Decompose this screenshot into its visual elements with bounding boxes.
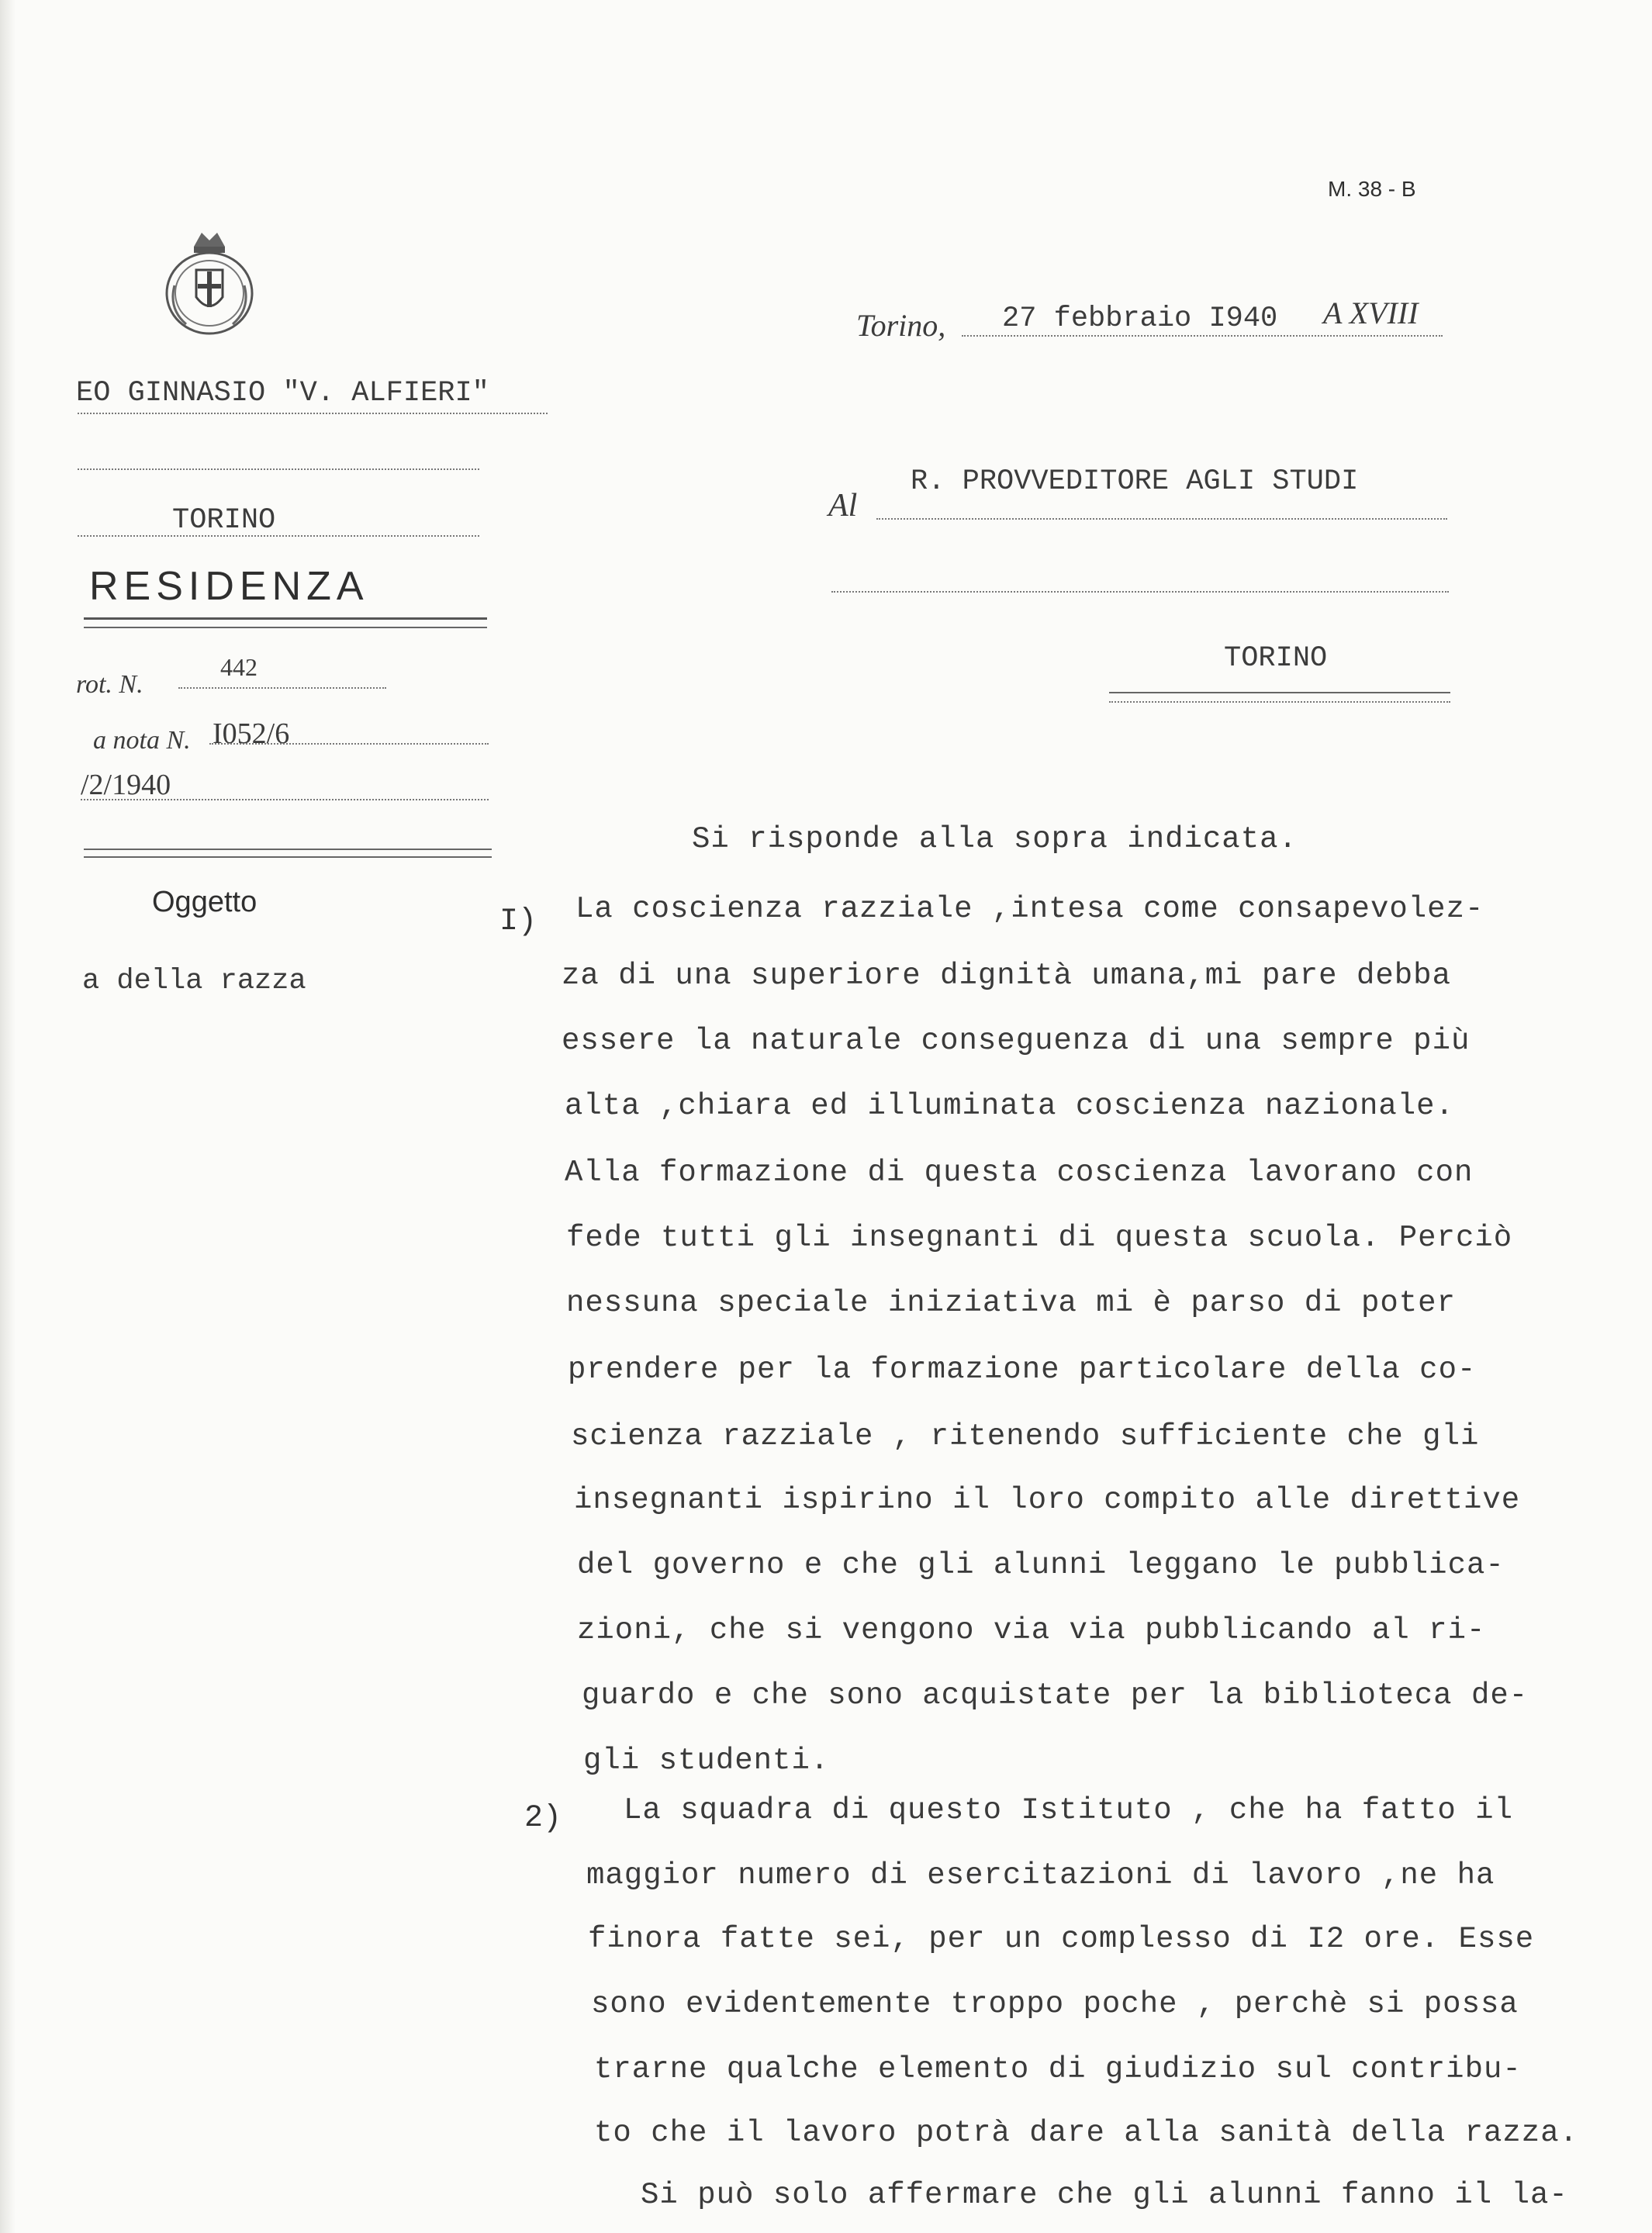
- subject-text: a della razza: [82, 965, 306, 997]
- point1-line: essere la naturale conseguenza di una sempre più: [562, 1024, 1471, 1058]
- point1-line: nessuna speciale iniziativa mi è parso di poter: [566, 1286, 1456, 1320]
- school-name-dotline: [78, 413, 548, 414]
- point2-number: 2): [524, 1801, 562, 1836]
- subject-label: Oggetto: [152, 886, 257, 918]
- point1-number: I): [499, 904, 537, 939]
- nota-date-dotline: [81, 799, 489, 800]
- recipient-city-rule-1: [1109, 692, 1450, 693]
- point1-line: za di una superiore dignità umana,mi pare debba: [562, 959, 1451, 993]
- point2-line: finora fatte sei, per un complesso di I2 ore. Esse: [588, 1922, 1535, 1956]
- point1-line: insegnanti ispirino il loro compito alle direttive: [574, 1483, 1521, 1517]
- subject-rule-1: [84, 849, 492, 850]
- prot-label: rot. N.: [76, 670, 143, 699]
- coat-of-arms-icon: [159, 223, 260, 340]
- office-rule-2: [84, 627, 487, 628]
- blank-dotline: [78, 468, 479, 470]
- prot-number: 442: [220, 653, 257, 681]
- point1-line: prendere per la formazione particolare della co-: [568, 1353, 1477, 1387]
- prot-dotline: [178, 687, 386, 689]
- office-label: RESIDENZA: [89, 564, 369, 609]
- recipient-city-rule-2: [1109, 701, 1450, 703]
- city-dotline: [78, 535, 479, 537]
- point2-line: maggior numero di esercitazioni di lavoro ,ne ha: [586, 1858, 1495, 1893]
- subject-rule-2: [84, 856, 492, 858]
- scan-edge-shadow: [0, 0, 16, 2233]
- intro-line: Si risponde alla sopra indicata.: [692, 822, 1298, 856]
- office-rule-1: [84, 617, 487, 620]
- dateline-era: A XVIII: [1323, 296, 1419, 330]
- point2-line: sono evidentemente troppo poche , perchè si possa: [591, 1987, 1519, 2021]
- form-code: M. 38 - B: [1328, 177, 1416, 201]
- recipient-city: TORINO: [1224, 642, 1328, 675]
- point2-line: Si può solo affermare che gli alunni fanno il la-: [641, 2178, 1568, 2212]
- point2-line: trarne qualche elemento di giudizio sul contribu-: [594, 2052, 1522, 2086]
- point1-line: fede tutti gli insegnanti di questa scuola. Perciò: [566, 1221, 1513, 1255]
- recipient-dotline-1: [876, 518, 1447, 520]
- nota-number: I052/6: [213, 717, 290, 750]
- school-name: EO GINNASIO "V. ALFIERI": [76, 377, 489, 410]
- point2-line: La squadra di questo Istituto , che ha fatto il: [624, 1793, 1513, 1827]
- header-city: TORINO: [172, 504, 276, 537]
- point1-line: La coscienza razziale ,intesa come consapevolez-: [575, 892, 1484, 926]
- point1-line: scienza razziale , ritenendo sufficiente che gli: [571, 1419, 1480, 1454]
- recipient-name: R. PROVVEDITORE AGLI STUDI: [911, 465, 1359, 498]
- point1-line: alta ,chiara ed illuminata coscienza nazionale.: [565, 1089, 1454, 1123]
- dateline-date: 27 febbraio I940: [1002, 302, 1278, 335]
- dateline-place: Torino,: [856, 308, 946, 343]
- point1-line: zioni, che si vengono via via pubblicando al ri-: [577, 1613, 1486, 1647]
- recipient-dotline-2: [831, 591, 1449, 593]
- recipient-prefix: Al: [828, 488, 858, 524]
- point1-line: Alla formazione di questa coscienza lavorano con: [565, 1156, 1474, 1190]
- point1-line: gli studenti.: [583, 1744, 830, 1778]
- nota-label: a nota N.: [93, 726, 191, 755]
- point2-line: to che il lavoro potrà dare alla sanità della razza.: [594, 2116, 1578, 2150]
- nota-dotline: [209, 743, 489, 745]
- dateline-dotline: [962, 335, 1443, 337]
- point1-line: del governo e che gli alunni leggano le pubblica-: [577, 1548, 1505, 1582]
- nota-date: /2/1940: [81, 769, 171, 801]
- point1-line: guardo e che sono acquistate per la biblioteca de-: [582, 1678, 1529, 1713]
